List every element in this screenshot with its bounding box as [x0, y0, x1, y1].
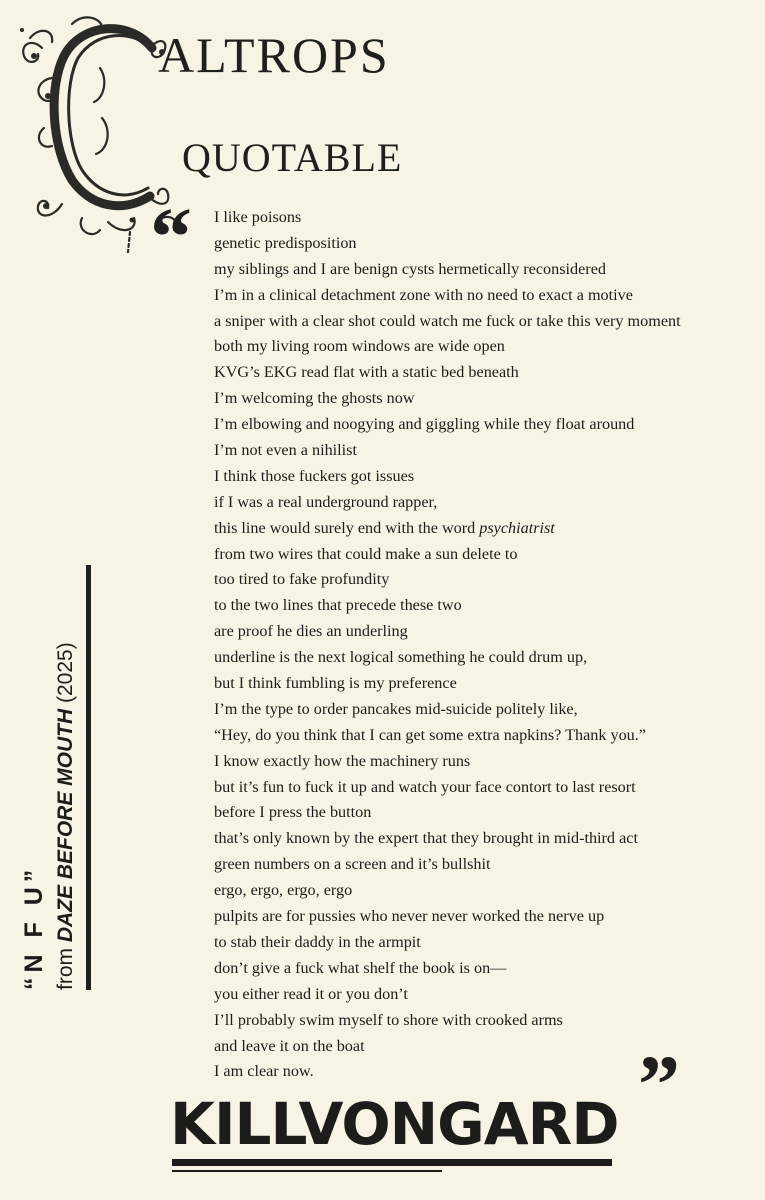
poem-line: too tired to fake profundity — [214, 570, 390, 589]
poem-body — [214, 205, 754, 1085]
poem-line: to stab their daddy in the armpit — [214, 932, 421, 951]
side-credit — [20, 560, 110, 990]
poem-line: both my living room windows are wide open — [214, 337, 505, 356]
poem-line: from two wires that could make a sun delete to — [214, 544, 518, 563]
poem-line: green numbers on a screen and it’s bullshit — [214, 855, 491, 874]
open-quote-mark: “ — [150, 191, 192, 284]
poem-line: before I press the button — [214, 803, 372, 822]
poem-line: to the two lines that precede these two — [214, 596, 462, 615]
poem-line: I’m welcoming the ghosts now — [214, 389, 415, 408]
poem-line: that’s only known by the expert that they brought in mid-third act — [214, 829, 638, 848]
poem-line: ergo, ergo, ergo, ergo — [214, 881, 353, 900]
poem-line: genetic predisposition — [214, 233, 357, 252]
poem-line: I am clear now. — [214, 1062, 314, 1081]
poem-line: KVG’s EKG read flat with a static bed beneath — [214, 363, 519, 382]
poem-line: I’m in a clinical detachment zone with no need to exact a motive — [214, 285, 633, 304]
close-quote-mark: ” — [638, 1039, 680, 1132]
poem-line: but it’s fun to fuck it up and watch your face contort to last resort — [214, 777, 636, 796]
poem-line: if I was a real underground rapper, — [214, 492, 438, 511]
poem-line: don’t give a fuck what shelf the book is on— — [214, 958, 507, 977]
side-rule — [86, 565, 91, 990]
italic-word: psychiatrist — [479, 518, 555, 537]
poem-line: I’m the type to order pancakes mid-suicide politely like, — [214, 699, 578, 718]
poem-line: are proof he dies an underling — [214, 622, 408, 641]
poem-source — [54, 642, 78, 990]
author-underline-thin — [172, 1170, 442, 1172]
source-prefix: from — [54, 942, 77, 990]
poem-line: I’ll probably swim myself to shore with crooked arms — [214, 1010, 563, 1029]
masthead-title: ALTROPS — [158, 27, 390, 83]
poem-line-text: this line would surely end with the word — [214, 518, 476, 537]
poem-line: you either read it or you don’t — [214, 984, 408, 1003]
author-underline — [172, 1159, 612, 1166]
poem-line: I like poisons — [214, 208, 302, 226]
poem-line — [214, 516, 754, 542]
poem-line: I think those fuckers got issues — [214, 466, 415, 485]
poem-line: and leave it on the boat — [214, 1036, 365, 1055]
author-name: KILLVONGARD — [170, 1090, 619, 1158]
poem-line: pulpits are for pussies who never never worked the nerve up — [214, 907, 605, 926]
poem-line: I’m elbowing and noogying and giggling while they float around — [214, 415, 635, 434]
book-year: (2025) — [54, 642, 77, 709]
poem-line: I’m not even a nihilist — [214, 441, 357, 460]
book-title: DAZE BEFORE MOUTH — [54, 708, 77, 943]
poem-line: but I think fumbling is my preference — [214, 674, 457, 693]
poem-title: “N F U” — [20, 864, 48, 990]
poem-line: “Hey, do you think that I can get some extra napkins? Thank you.” — [214, 725, 646, 744]
masthead-subtitle: QUOTABLE — [182, 135, 403, 180]
poem-line: my siblings and I are benign cysts hermetically reconsidered — [214, 259, 606, 278]
poem-line: a sniper with a clear shot could watch me fuck or take this very moment — [214, 311, 681, 330]
poem-line: underline is the next logical something he could drum up, — [214, 648, 588, 667]
poem-line: I know exactly how the machinery runs — [214, 751, 471, 770]
